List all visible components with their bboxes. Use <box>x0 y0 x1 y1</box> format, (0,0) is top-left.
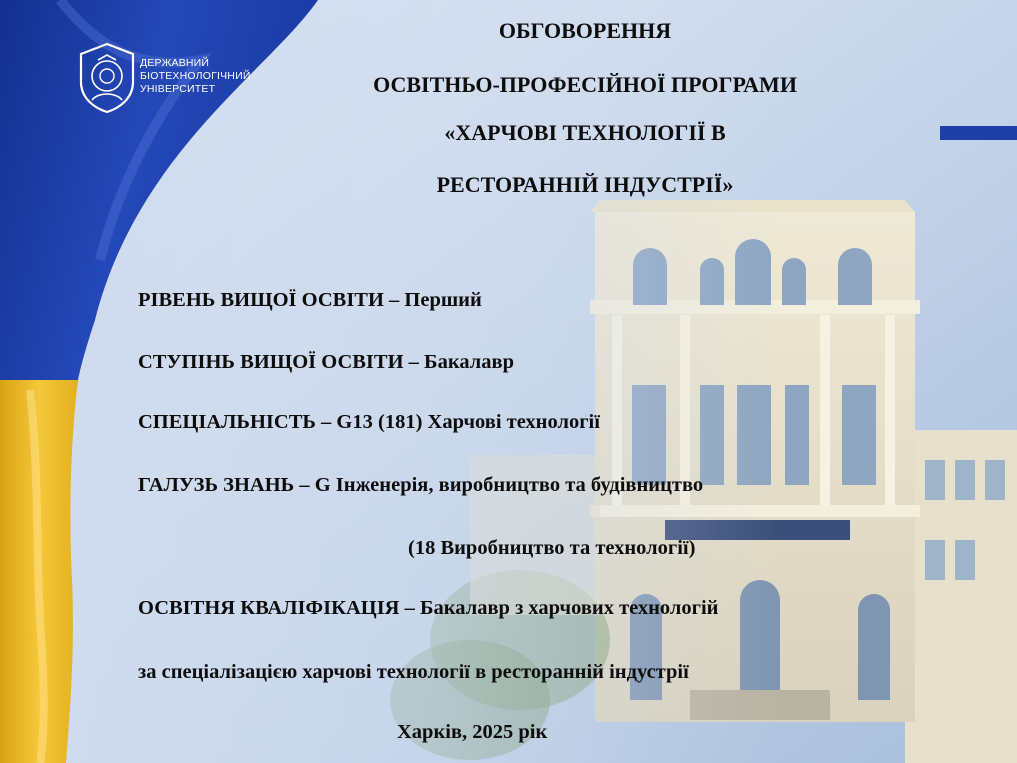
specialty: СПЕЦІАЛЬНІСТЬ – G13 (181) Харчові технології <box>138 411 600 433</box>
place-and-year: Харків, 2025 рік <box>397 721 548 743</box>
university-emblem-icon <box>78 42 136 114</box>
qualification: ОСВІТНЯ КВАЛІФІКАЦІЯ – Бакалавр з харчових технологій <box>138 597 719 619</box>
title-line-2: ОСВІТНЬО-ПРОФЕСІЙНОЇ ПРОГРАМИ <box>373 72 797 97</box>
university-name-line2: БІОТЕХНОЛОГІЧНИЙ <box>140 70 251 82</box>
education-level: РІВЕНЬ ВИЩОЇ ОСВІТИ – Перший <box>138 289 482 311</box>
field-of-knowledge: ГАЛУЗЬ ЗНАНЬ – G Інженерія, виробництво та будівництво <box>138 474 704 496</box>
accent-stripe <box>940 126 1017 140</box>
education-degree: СТУПІНЬ ВИЩОЇ ОСВІТИ – Бакалавр <box>138 351 514 373</box>
title-line-3: «ХАРЧОВІ ТЕХНОЛОГІЇ В <box>444 120 726 145</box>
university-name-line3: УНІВЕРСИТЕТ <box>140 83 216 95</box>
field-of-knowledge-note: (18 Виробництво та технології) <box>408 537 696 559</box>
university-name <box>140 57 251 96</box>
title-line-4: РЕСТОРАННІЙ ІНДУСТРІЇ» <box>436 172 734 197</box>
title-line-1: ОБГОВОРЕННЯ <box>498 18 672 43</box>
university-name-line1: ДЕРЖАВНИЙ <box>140 57 210 69</box>
specialization: за спеціалізацією харчові технології в ресторанній індустрії <box>138 661 689 683</box>
